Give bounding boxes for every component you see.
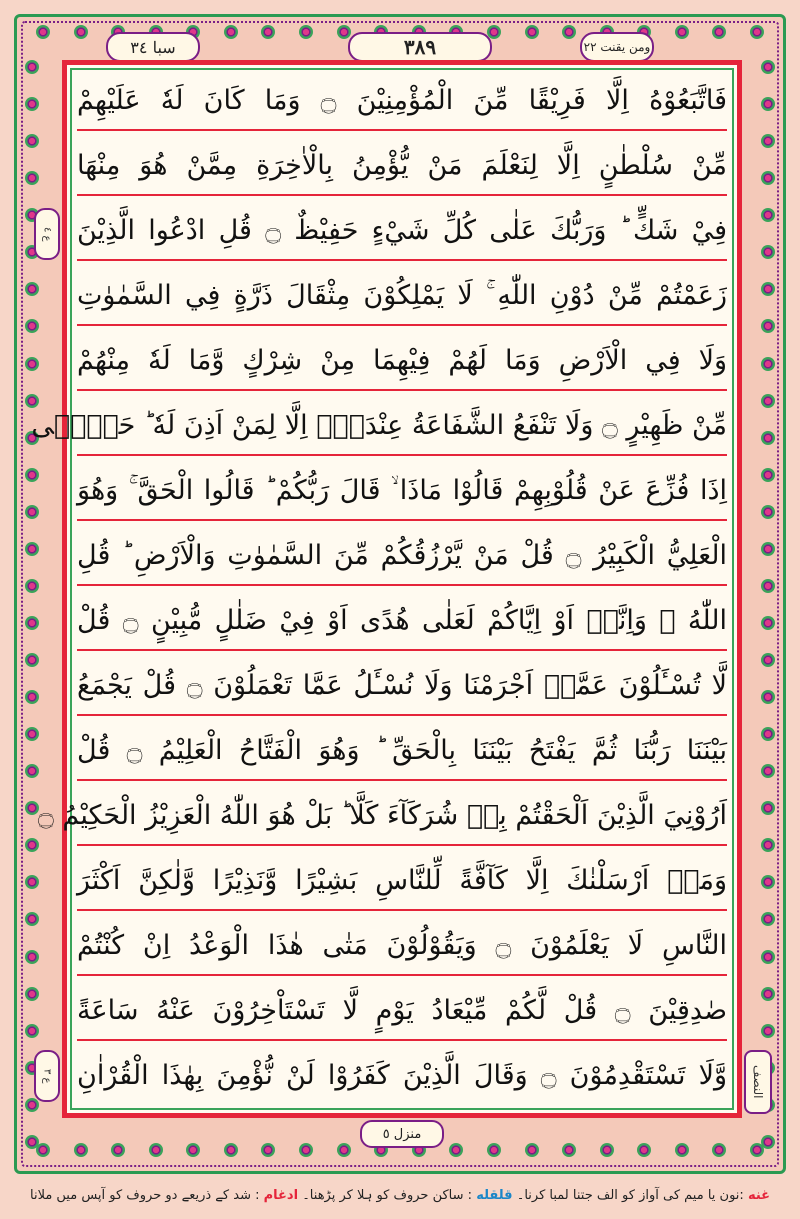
verse-line: فِيْ شَكٍّ ؕ وَرَبُّكَ عَلٰى كُلِّ شَيْءٍ حَفِيْظٌ ۝ قُلِ ادْعُوا الَّذِيْنَ [77,201,727,261]
legend-qalqala-label: قلقله [476,1188,513,1203]
verse-line: اَرُوْنِيَ الَّذِيْنَ اَلْحَقْتُمْ بِهٖ شُرَكَآءَ كَلَّا ؕ بَلْ هُوَ اللّٰهُ الْعَزِيْزُ الْحَكِيْمُ ۝ [77,786,727,846]
verse-line: مِّنْ ظَهِيْرٍ ۝ وَلَا تَنْفَعُ الشَّفَاعَةُ عِنْدَهٗۤ اِلَّا لِمَنْ اَذِنَ لَهٗ ؕ حَتّٰۤى [77,396,727,456]
legend-ghunna-text: :نون یا میم کی آواز کو الف جتنا لمبا کرنا۔ [516,1188,744,1203]
verse-line: وَلَا فِي الْاَرْضِ وَمَا لَهُمْ فِيْهِمَا مِنْ شِرْكٍ وَّمَا لَهٗ مِنْهُمْ [77,331,727,391]
verse-line: صٰدِقِيْنَ ۝ قُلْ لَّكُمْ مِّيْعَادُ يَوْمٍ لَّا تَسْتَاْخِرُوْنَ عَنْهُ سَاعَةً [77,981,727,1041]
legend-idgham-label: ادغام [263,1188,299,1203]
verse-line: اللّٰهُ ۙ وَاِنَّاۤ اَوْ اِيَّاكُمْ لَعَلٰى هُدًى اَوْ فِيْ ضَلٰلٍ مُّبِيْنٍ ۝ قُلْ [77,591,727,651]
verse-line: وَمَاۤ اَرْسَلْنٰكَ اِلَّا كَآفَّةً لِّلنَّاسِ بَشِيْرًا وَّنَذِيْرًا وَّلٰكِنَّ اَكْثَرَ [77,851,727,911]
legend-qalqala-text: : ساکن حروف کو ہلا کر پڑھنا۔ [302,1188,473,1203]
verse-line: النَّاسِ لَا يَعْلَمُوْنَ ۝ وَيَقُوْلُوْنَ مَتٰى هٰذَا الْوَعْدُ اِنْ كُنْتُمْ [77,916,727,976]
ruku-marker: ع ٤ [34,208,60,260]
tajweed-legend [20,1188,780,1214]
verse-line: اِذَا فُزِّعَ عَنْ قُلُوْبِهِمْ قَالُوْا مَاذَا ۙ قَالَ رَبُّكُمْ ؕ قَالُوا الْحَقَّ ۚ وَهُوَ [77,461,727,521]
verse-line: لَّا تُسْـَٔلُوْنَ عَمَّاۤ اَجْرَمْنَا وَلَا نُسْـَٔلُ عَمَّا تَعْمَلُوْنَ ۝ قُلْ يَجْمَعُ [77,656,727,716]
verse-line: الْعَلِيُّ الْكَبِيْرُ ۝ قُلْ مَنْ يَّرْزُقُكُمْ مِّنَ السَّمٰوٰتِ وَالْاَرْضِ ؕ قُلِ [77,526,727,586]
verse-line: وَّلَا تَسْتَقْدِمُوْنَ ۝ وَقَالَ الَّذِيْنَ كَفَرُوْا لَنْ نُّؤْمِنَ بِهٰذَا الْقُرْاٰنِ [77,1060,728,1091]
legend-idgham-text: : شد کے ذریعے دو حروف کو آپس میں ملانا [29,1188,260,1203]
verse-line: زَعَمْتُمْ مِّنْ دُوْنِ اللّٰهِ ۚ لَا يَمْلِكُوْنَ مِثْقَالَ ذَرَّةٍ فِي السَّمٰوٰتِ [77,266,727,326]
half-marker: النصف [744,1050,772,1114]
verse-line: بَيْنَنَا رَبُّنَا ثُمَّ يَفْتَحُ بَيْنَنَا بِالْحَقِّ ؕ وَهُوَ الْفَتَّاحُ الْعَلِيْمُ ۝ قُلْ [77,721,727,781]
surah-name-box: سبا ٣٤ [106,32,200,62]
page-number: ٣٨٩ [348,32,492,62]
verse-line: مِّنْ سُلْطٰنٍ اِلَّا لِنَعْلَمَ مَنْ يُّؤْمِنُ بِالْاٰخِرَةِ مِمَّنْ هُوَ مِنْهَا [77,136,727,196]
manzil-label: منزل ٥ [360,1120,444,1148]
floral-border-right [758,60,778,1149]
para-name-box: ومن يقنت ٢٢ [580,32,654,62]
page-header [70,28,730,60]
verse-line: فَاتَّبَعُوْهُ اِلَّا فَرِيْقًا مِّنَ الْمُؤْمِنِيْنَ ۝ وَمَا كَانَ لَهٗ عَلَيْهِمْ [77,71,727,131]
ruku-marker: ع ٣ [34,1050,60,1102]
legend-ghunna-label: غنه [747,1188,771,1203]
